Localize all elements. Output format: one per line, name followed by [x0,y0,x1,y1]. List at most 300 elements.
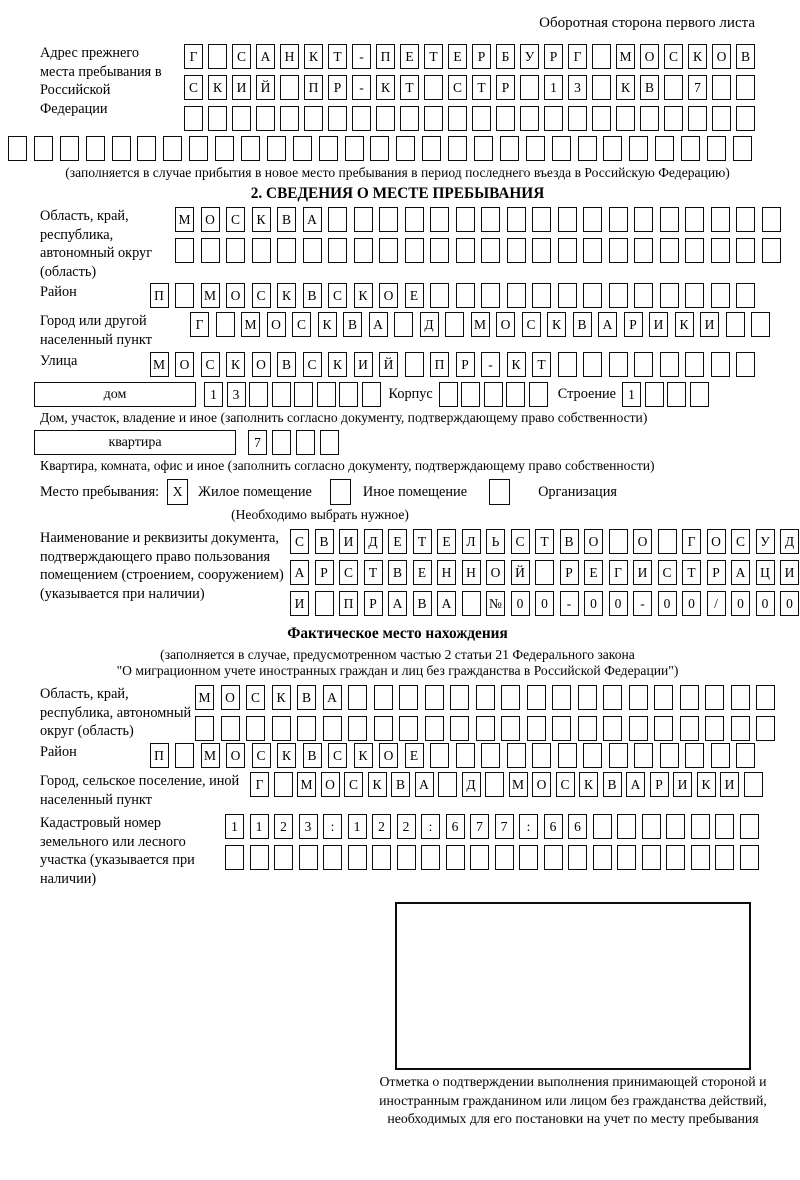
char-cell[interactable]: К [697,772,716,797]
char-cell[interactable] [397,845,416,870]
char-cell[interactable] [472,106,491,131]
char-cell[interactable] [642,814,661,839]
char-cell[interactable] [507,743,526,768]
char-cell[interactable] [461,382,480,407]
char-cell[interactable] [685,743,704,768]
char-cell[interactable]: 0 [511,591,530,616]
char-cell[interactable] [685,207,704,232]
char-cell[interactable]: Е [388,529,407,554]
char-cell[interactable] [660,207,679,232]
char-cell[interactable] [495,845,514,870]
char-cell[interactable] [470,845,489,870]
char-cell[interactable] [195,716,214,741]
char-cell[interactable]: П [150,743,169,768]
char-cell[interactable]: Г [568,44,587,69]
char-cell[interactable] [481,207,500,232]
char-cell[interactable] [711,283,730,308]
char-cell[interactable] [249,382,268,407]
char-cell[interactable] [277,238,296,263]
char-cell[interactable]: Й [256,75,275,100]
char-cell[interactable] [304,106,323,131]
char-cell[interactable]: С [252,283,271,308]
char-cell[interactable]: Т [413,529,432,554]
char-cell[interactable] [680,685,699,710]
char-cell[interactable]: Б [496,44,515,69]
char-cell[interactable] [315,591,334,616]
char-cell[interactable] [655,136,674,161]
char-cell[interactable] [507,283,526,308]
char-cell[interactable] [485,772,504,797]
char-cell[interactable] [705,685,724,710]
char-cell[interactable] [246,716,265,741]
char-cell[interactable] [252,238,271,263]
char-cell[interactable]: С [246,685,265,710]
char-cell[interactable]: : [323,814,342,839]
char-cell[interactable]: Л [462,529,481,554]
char-cell[interactable]: 6 [568,814,587,839]
char-cell[interactable] [583,283,602,308]
char-cell[interactable] [583,743,602,768]
char-cell[interactable] [189,136,208,161]
char-cell[interactable] [299,845,318,870]
char-cell[interactable]: Ц [756,560,775,585]
char-cell[interactable]: М [201,283,220,308]
char-cell[interactable]: В [640,75,659,100]
char-cell[interactable]: К [354,743,373,768]
char-cell[interactable]: 2 [397,814,416,839]
char-cell[interactable] [438,772,457,797]
char-cell[interactable]: И [290,591,309,616]
char-cell[interactable]: А [388,591,407,616]
char-cell[interactable]: С [448,75,467,100]
char-cell[interactable]: О [226,283,245,308]
char-cell[interactable]: В [277,207,296,232]
char-cell[interactable] [532,238,551,263]
char-cell[interactable]: В [391,772,410,797]
char-cell[interactable] [34,136,53,161]
char-cell[interactable] [216,312,235,337]
char-cell[interactable] [8,136,27,161]
char-cell[interactable] [715,814,734,839]
char-cell[interactable] [660,283,679,308]
char-cell[interactable] [425,685,444,710]
char-cell[interactable]: 0 [731,591,750,616]
char-cell[interactable]: Ь [486,529,505,554]
char-cell[interactable]: К [616,75,635,100]
char-cell[interactable] [376,106,395,131]
char-cell[interactable]: 6 [544,814,563,839]
char-cell[interactable]: 7 [248,430,267,455]
char-cell[interactable]: С [226,207,245,232]
char-cell[interactable]: 7 [470,814,489,839]
char-cell[interactable] [740,814,759,839]
char-cell[interactable]: К [547,312,566,337]
char-cell[interactable] [374,685,393,710]
char-cell[interactable]: 1 [348,814,367,839]
char-cell[interactable]: В [297,685,316,710]
char-cell[interactable]: Р [328,75,347,100]
char-cell[interactable]: Н [437,560,456,585]
char-cell[interactable]: Р [544,44,563,69]
char-cell[interactable] [736,283,755,308]
char-cell[interactable]: В [560,529,579,554]
char-cell[interactable] [370,136,389,161]
char-cell[interactable]: И [633,560,652,585]
char-cell[interactable] [690,382,709,407]
char-cell[interactable]: К [226,352,245,377]
char-cell[interactable]: А [626,772,645,797]
char-cell[interactable]: М [616,44,635,69]
char-cell[interactable]: 0 [658,591,677,616]
char-cell[interactable]: - [352,75,371,100]
char-cell[interactable] [629,685,648,710]
char-cell[interactable]: И [780,560,799,585]
char-cell[interactable] [736,207,755,232]
char-cell[interactable] [667,382,686,407]
char-cell[interactable] [603,716,622,741]
char-cell[interactable] [448,106,467,131]
char-cell[interactable] [328,106,347,131]
char-cell[interactable]: 0 [584,591,603,616]
char-cell[interactable] [685,283,704,308]
char-cell[interactable] [405,352,424,377]
char-cell[interactable]: Т [535,529,554,554]
char-cell[interactable]: С [511,529,530,554]
char-cell[interactable]: Д [780,529,799,554]
char-cell[interactable]: Т [472,75,491,100]
char-cell[interactable]: С [328,743,347,768]
char-cell[interactable] [430,283,449,308]
char-cell[interactable] [583,352,602,377]
char-cell[interactable] [345,136,364,161]
char-cell[interactable] [424,75,443,100]
char-cell[interactable]: Г [184,44,203,69]
char-cell[interactable] [294,382,313,407]
char-cell[interactable]: 3 [568,75,587,100]
char-cell[interactable]: Г [609,560,628,585]
char-cell[interactable]: Е [400,44,419,69]
char-cell[interactable] [232,106,251,131]
char-cell[interactable] [137,136,156,161]
char-cell[interactable]: 0 [535,591,554,616]
char-cell[interactable] [583,238,602,263]
char-cell[interactable] [450,685,469,710]
char-cell[interactable] [481,238,500,263]
char-cell[interactable] [519,845,538,870]
char-cell[interactable]: М [471,312,490,337]
char-cell[interactable]: 2 [274,814,293,839]
char-cell[interactable]: А [323,685,342,710]
char-cell[interactable]: А [290,560,309,585]
char-cell[interactable] [756,685,775,710]
char-cell[interactable]: К [318,312,337,337]
char-cell[interactable] [456,283,475,308]
char-cell[interactable] [681,136,700,161]
char-cell[interactable] [578,685,597,710]
char-cell[interactable]: А [437,591,456,616]
char-cell[interactable] [421,845,440,870]
char-cell[interactable] [175,743,194,768]
char-cell[interactable]: 0 [780,591,799,616]
char-cell[interactable] [256,106,275,131]
char-cell[interactable]: Г [682,529,701,554]
char-cell[interactable] [208,44,227,69]
char-cell[interactable] [744,772,763,797]
char-cell[interactable]: А [369,312,388,337]
char-cell[interactable] [520,75,539,100]
char-cell[interactable] [175,283,194,308]
char-cell[interactable]: Р [707,560,726,585]
char-cell[interactable] [323,716,342,741]
char-cell[interactable]: П [150,283,169,308]
char-cell[interactable] [527,685,546,710]
char-cell[interactable]: С [252,743,271,768]
char-cell[interactable] [705,716,724,741]
char-cell[interactable] [215,136,234,161]
char-cell[interactable]: М [509,772,528,797]
char-cell[interactable] [736,352,755,377]
char-cell[interactable] [450,716,469,741]
char-cell[interactable]: - [352,44,371,69]
room-type-box[interactable]: квартира [34,430,236,455]
char-cell[interactable] [526,136,545,161]
char-cell[interactable] [175,238,194,263]
char-cell[interactable]: О [201,207,220,232]
char-cell[interactable]: - [560,591,579,616]
char-cell[interactable] [685,352,704,377]
char-cell[interactable]: Д [420,312,439,337]
char-cell[interactable] [712,106,731,131]
char-cell[interactable]: : [421,814,440,839]
char-cell[interactable]: О [321,772,340,797]
char-cell[interactable]: П [430,352,449,377]
char-cell[interactable] [241,136,260,161]
char-cell[interactable] [642,845,661,870]
char-cell[interactable] [544,845,563,870]
char-cell[interactable] [362,382,381,407]
char-cell[interactable] [462,591,481,616]
char-cell[interactable]: О [379,283,398,308]
char-cell[interactable] [532,743,551,768]
char-cell[interactable]: А [598,312,617,337]
char-cell[interactable] [731,716,750,741]
char-cell[interactable]: С [328,283,347,308]
char-cell[interactable] [609,238,628,263]
char-cell[interactable] [609,283,628,308]
char-cell[interactable] [293,136,312,161]
char-cell[interactable] [474,136,493,161]
char-cell[interactable]: У [756,529,775,554]
char-cell[interactable]: С [292,312,311,337]
char-cell[interactable]: 1 [622,382,641,407]
char-cell[interactable]: 1 [225,814,244,839]
char-cell[interactable]: В [388,560,407,585]
char-cell[interactable] [328,238,347,263]
char-cell[interactable] [405,238,424,263]
char-cell[interactable]: 0 [609,591,628,616]
char-cell[interactable]: Р [456,352,475,377]
char-cell[interactable]: С [232,44,251,69]
char-cell[interactable] [303,238,322,263]
house-type-box[interactable]: дом [34,382,196,407]
char-cell[interactable] [481,743,500,768]
char-cell[interactable]: - [481,352,500,377]
char-cell[interactable] [476,685,495,710]
char-cell[interactable]: М [195,685,214,710]
char-cell[interactable]: А [256,44,275,69]
char-cell[interactable]: 1 [544,75,563,100]
char-cell[interactable] [272,430,291,455]
char-cell[interactable] [348,845,367,870]
char-cell[interactable] [568,106,587,131]
char-cell[interactable] [593,845,612,870]
char-cell[interactable] [558,352,577,377]
char-cell[interactable] [666,845,685,870]
char-cell[interactable] [405,207,424,232]
char-cell[interactable] [731,685,750,710]
checkbox-inoe[interactable] [330,479,351,505]
char-cell[interactable]: О [221,685,240,710]
char-cell[interactable]: И [339,529,358,554]
char-cell[interactable]: Д [364,529,383,554]
char-cell[interactable]: Р [650,772,669,797]
char-cell[interactable]: К [688,44,707,69]
char-cell[interactable]: С [664,44,683,69]
char-cell[interactable] [592,44,611,69]
char-cell[interactable]: О [712,44,731,69]
char-cell[interactable] [654,716,673,741]
char-cell[interactable]: О [267,312,286,337]
char-cell[interactable]: К [579,772,598,797]
char-cell[interactable] [603,685,622,710]
char-cell[interactable]: О [584,529,603,554]
char-cell[interactable]: 7 [495,814,514,839]
char-cell[interactable] [520,106,539,131]
char-cell[interactable] [711,207,730,232]
char-cell[interactable]: В [573,312,592,337]
char-cell[interactable]: М [241,312,260,337]
char-cell[interactable] [399,685,418,710]
char-cell[interactable] [617,814,636,839]
char-cell[interactable]: М [150,352,169,377]
char-cell[interactable] [60,136,79,161]
char-cell[interactable]: О [640,44,659,69]
char-cell[interactable]: В [277,352,296,377]
char-cell[interactable] [707,136,726,161]
char-cell[interactable] [506,382,525,407]
char-cell[interactable]: В [343,312,362,337]
char-cell[interactable] [425,716,444,741]
char-cell[interactable] [558,743,577,768]
char-cell[interactable]: С [201,352,220,377]
char-cell[interactable]: К [277,743,296,768]
char-cell[interactable] [666,814,685,839]
char-cell[interactable] [201,238,220,263]
char-cell[interactable]: К [376,75,395,100]
char-cell[interactable]: А [415,772,434,797]
char-cell[interactable] [535,560,554,585]
char-cell[interactable]: А [303,207,322,232]
char-cell[interactable]: В [736,44,755,69]
char-cell[interactable]: О [633,529,652,554]
char-cell[interactable] [267,136,286,161]
char-cell[interactable] [280,106,299,131]
char-cell[interactable] [339,382,358,407]
char-cell[interactable] [317,382,336,407]
char-cell[interactable] [297,716,316,741]
char-cell[interactable] [736,238,755,263]
char-cell[interactable]: И [700,312,719,337]
char-cell[interactable]: С [290,529,309,554]
char-cell[interactable] [552,136,571,161]
char-cell[interactable]: Е [437,529,456,554]
char-cell[interactable]: А [731,560,750,585]
char-cell[interactable] [609,529,628,554]
char-cell[interactable] [736,743,755,768]
char-cell[interactable]: Г [250,772,269,797]
char-cell[interactable] [762,238,781,263]
char-cell[interactable] [272,382,291,407]
char-cell[interactable]: К [507,352,526,377]
char-cell[interactable]: 0 [756,591,775,616]
char-cell[interactable] [274,772,293,797]
char-cell[interactable] [552,685,571,710]
char-cell[interactable]: Р [624,312,643,337]
char-cell[interactable] [225,845,244,870]
char-cell[interactable]: 3 [299,814,318,839]
char-cell[interactable] [456,743,475,768]
char-cell[interactable] [422,136,441,161]
char-cell[interactable]: № [486,591,505,616]
char-cell[interactable]: П [304,75,323,100]
char-cell[interactable] [532,207,551,232]
char-cell[interactable] [456,207,475,232]
char-cell[interactable] [660,743,679,768]
char-cell[interactable]: / [707,591,726,616]
char-cell[interactable]: В [603,772,622,797]
char-cell[interactable] [711,352,730,377]
char-cell[interactable]: В [413,591,432,616]
char-cell[interactable] [583,207,602,232]
char-cell[interactable]: 7 [688,75,707,100]
char-cell[interactable] [756,716,775,741]
char-cell[interactable] [354,238,373,263]
char-cell[interactable] [529,382,548,407]
char-cell[interactable] [396,136,415,161]
char-cell[interactable] [736,75,755,100]
char-cell[interactable] [501,716,520,741]
char-cell[interactable] [629,716,648,741]
char-cell[interactable] [527,716,546,741]
char-cell[interactable]: Е [405,743,424,768]
char-cell[interactable]: К [368,772,387,797]
char-cell[interactable]: О [496,312,515,337]
checkbox-zhiloe[interactable]: X [167,479,188,505]
char-cell[interactable]: И [673,772,692,797]
char-cell[interactable] [400,106,419,131]
char-cell[interactable] [430,207,449,232]
char-cell[interactable]: О [486,560,505,585]
char-cell[interactable]: Р [496,75,515,100]
char-cell[interactable] [250,845,269,870]
char-cell[interactable] [372,845,391,870]
char-cell[interactable]: В [315,529,334,554]
char-cell[interactable] [603,136,622,161]
char-cell[interactable] [609,352,628,377]
char-cell[interactable] [274,845,293,870]
char-cell[interactable] [691,845,710,870]
char-cell[interactable] [593,814,612,839]
